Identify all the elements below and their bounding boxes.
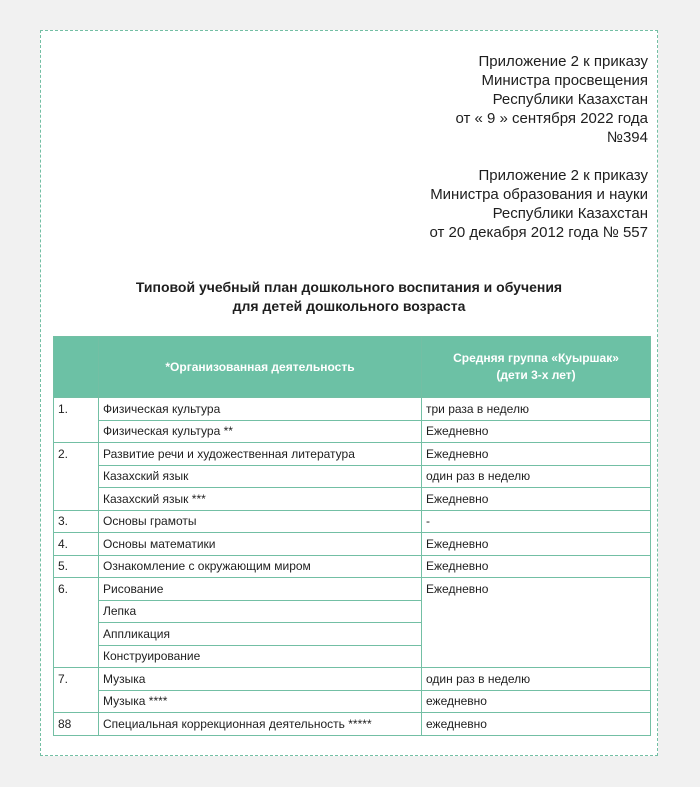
appendix-line: от « 9 » сентября 2022 года bbox=[455, 110, 648, 127]
title-line-1: Типовой учебный план дошкольного воспитания и обучения bbox=[135, 279, 563, 295]
row-number: 3. bbox=[54, 510, 99, 533]
frequency-cell: ежедневно bbox=[422, 690, 651, 713]
appendix-line: от 20 декабря 2012 года № 557 bbox=[429, 224, 648, 241]
frequency-cell: Ежедневно bbox=[422, 578, 651, 668]
header-group-line-2: (дети 3-х лет) bbox=[496, 368, 576, 382]
frequency-cell: Ежедневно bbox=[422, 533, 651, 556]
appendix-line: Министра образования и науки bbox=[430, 186, 648, 203]
appendix-line: Республики Казахстан bbox=[492, 91, 648, 108]
activity-cell: Специальная коррекционная деятельность ***** bbox=[99, 713, 422, 736]
appendix-line: Республики Казахстан bbox=[492, 205, 648, 222]
frequency-cell: ежедневно bbox=[422, 713, 651, 736]
activity-cell: Ознакомление с окружающим миром bbox=[99, 555, 422, 578]
frequency-cell: три раза в неделю bbox=[422, 398, 651, 421]
activity-cell: Основы грамоты bbox=[99, 510, 422, 533]
appendix-line: №394 bbox=[606, 129, 648, 146]
row-number: 5. bbox=[54, 555, 99, 578]
row-number: 7. bbox=[54, 668, 99, 713]
activity-cell: Физическая культура bbox=[99, 398, 422, 421]
appendix-note-1 bbox=[455, 52, 648, 147]
frequency-cell: Ежедневно bbox=[422, 420, 651, 443]
table-row bbox=[54, 510, 651, 533]
table-row bbox=[54, 420, 651, 443]
activity-cell: Казахский язык bbox=[99, 465, 422, 488]
row-number: 88 bbox=[54, 713, 99, 736]
frequency-cell: один раз в неделю bbox=[422, 465, 651, 488]
header-activity: *Организованная деятельность bbox=[99, 337, 422, 398]
table-row bbox=[54, 690, 651, 713]
header-group bbox=[422, 337, 651, 398]
row-number: 2. bbox=[54, 443, 99, 511]
curriculum-table bbox=[53, 336, 651, 736]
activity-cell: Аппликация bbox=[99, 623, 422, 646]
activity-cell: Музыка **** bbox=[99, 690, 422, 713]
table-row bbox=[54, 713, 651, 736]
frequency-cell: Ежедневно bbox=[422, 555, 651, 578]
appendix-line: Министра просвещения bbox=[481, 72, 648, 89]
header-group-line-1: Средняя группа «Куыршак» bbox=[453, 351, 619, 365]
row-number: 6. bbox=[54, 578, 99, 668]
frequency-cell: один раз в неделю bbox=[422, 668, 651, 691]
appendix-line: Приложение 2 к приказу bbox=[478, 53, 648, 70]
row-number: 1. bbox=[54, 398, 99, 443]
activity-cell: Основы математики bbox=[99, 533, 422, 556]
table-row bbox=[54, 668, 651, 691]
appendix-line: Приложение 2 к приказу bbox=[478, 167, 648, 184]
activity-cell: Развитие речи и художественная литература bbox=[99, 443, 422, 466]
table-row bbox=[54, 443, 651, 466]
document-page bbox=[40, 30, 658, 756]
activity-cell: Лепка bbox=[99, 600, 422, 623]
table-row bbox=[54, 555, 651, 578]
table-row bbox=[54, 578, 651, 601]
appendix-note-2 bbox=[429, 166, 648, 242]
activity-cell: Казахский язык *** bbox=[99, 488, 422, 511]
title-line-2: для детей дошкольного возраста bbox=[232, 298, 466, 314]
frequency-cell: Ежедневно bbox=[422, 443, 651, 466]
table-row bbox=[54, 398, 651, 421]
activity-cell: Конструирование bbox=[99, 645, 422, 668]
activity-cell: Физическая культура ** bbox=[99, 420, 422, 443]
frequency-cell: - bbox=[422, 510, 651, 533]
activity-cell: Музыка bbox=[99, 668, 422, 691]
row-number: 4. bbox=[54, 533, 99, 556]
table-row bbox=[54, 533, 651, 556]
table-header-row bbox=[54, 337, 651, 398]
table-row bbox=[54, 488, 651, 511]
activity-cell: Рисование bbox=[99, 578, 422, 601]
table-row bbox=[54, 465, 651, 488]
header-number bbox=[54, 337, 99, 398]
frequency-cell: Ежедневно bbox=[422, 488, 651, 511]
document-title bbox=[41, 278, 657, 316]
